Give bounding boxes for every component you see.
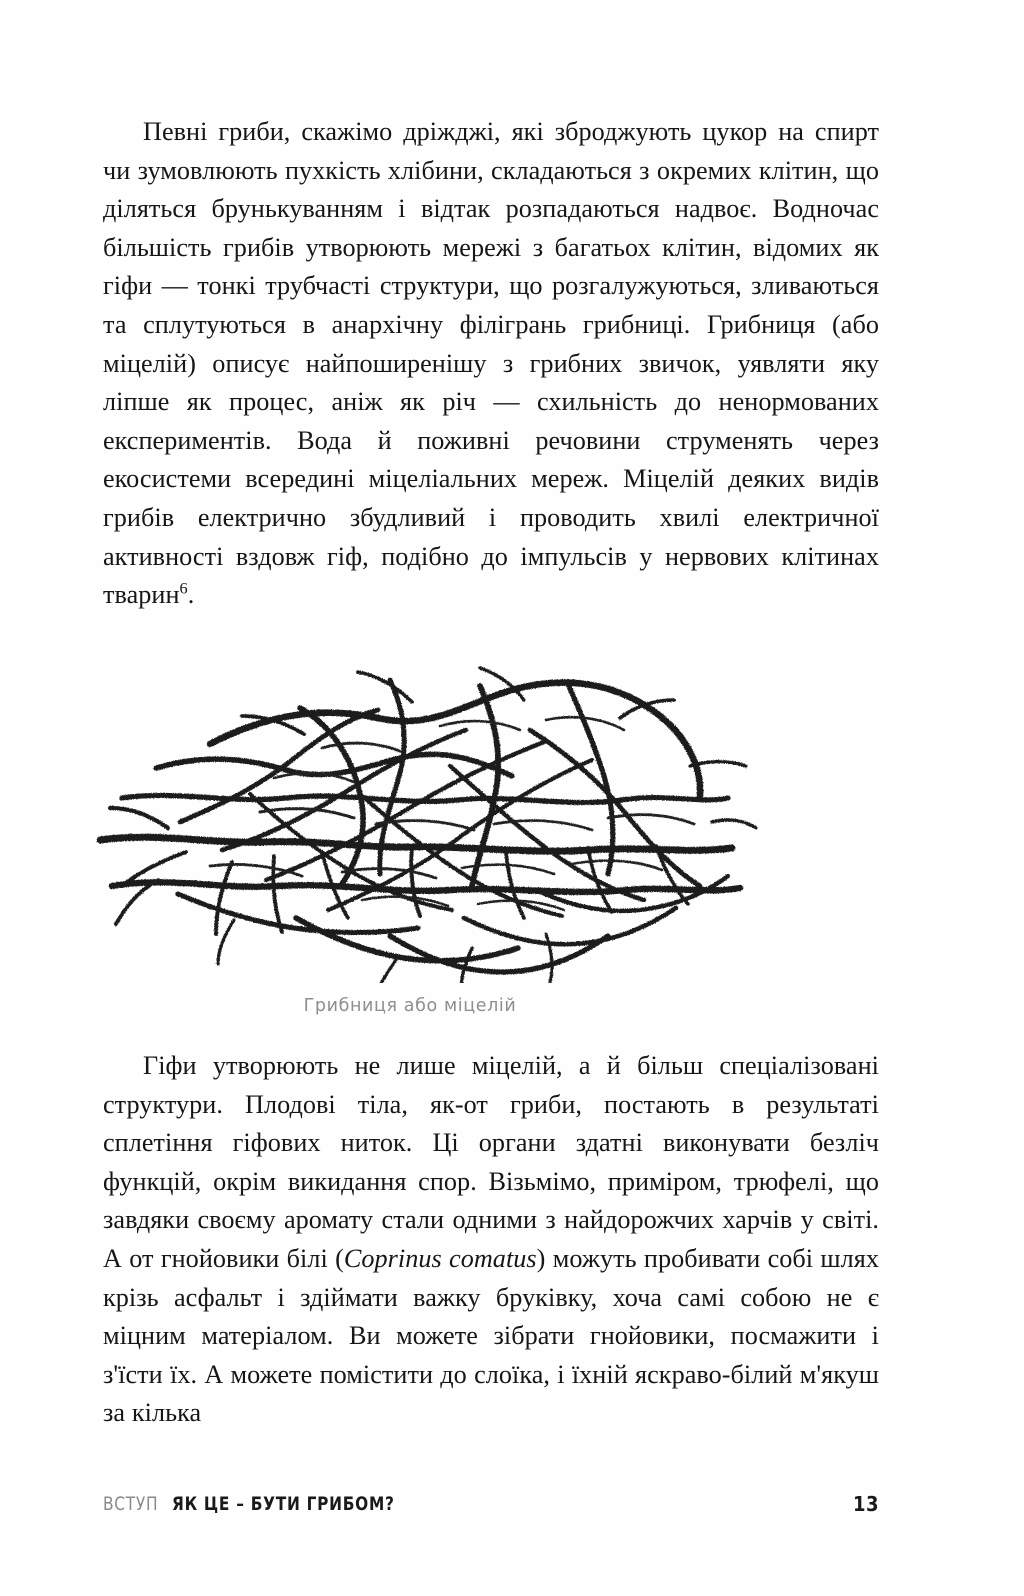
footer-chapter-label: ЯК ЦЕ – БУТИ ГРИБОМ? (172, 1493, 396, 1515)
page-footer (103, 1489, 879, 1519)
paragraph-second-lead: Гіфи утворюють не лише міцелій, а й більш спеціалізовані структури. Плодові тіла, як-от гриби, постають в результаті сплетіння гіфових ниток. Ці органи здатні виконувати безліч функцій, окрім викидання спор. Візьмімо, приміром, трюфелі, що завдяки своєму аромату стали одними з найдорожчих харчів у світі. А от гнойовики білі ( (103, 1051, 879, 1273)
figure-caption: Грибниця або міцелій (303, 996, 517, 1016)
page-number: 13 (852, 1492, 879, 1516)
footer-running-head (103, 1493, 420, 1515)
paragraph-first-text: Певні гриби, скажімо дріжджі, які зброджують цукор на спирт чи зумовлюють пухкість хлібини, складаються з окремих клітин, що діляться брунькуванням і відтак розпадаються надвоє. Водночас більшість грибів утворюють мережі з багатьох клітин, відомих як гіфи — тонкі трубчасті структури, що розгалужуються, зливаються та сплутуються в анархічну філігрань грибниці. Грибниця (або міцелій) описує найпоширенішу з грибних звичок, уявляти яку ліпше як процес, аніж як річ — схильність до ненормованих експериментів. Вода й поживні речовини струменять через екосистеми всередині міцеліальних мереж. Міцелій деяких видів грибів електрично збудливий і проводить хвилі електричної активності вздовж гіф, подібно до імпульсів у нервових клітинах тварин (103, 117, 879, 610)
latin-species-name: Coprinus comatus (343, 1243, 537, 1273)
paragraph-second (103, 1047, 879, 1433)
figure-mycelium (60, 618, 760, 1038)
mycelium-illustration (60, 618, 760, 983)
paragraph-first (103, 113, 879, 615)
paragraph-second-tail: ) можуть пробивати собі шлях крізь асфальт і здіймати важку бруківку, хоча самі собою не є міцним матеріалом. Ви можете зібрати гнойовики, посмажити і з'їсти їх. А можете помістити до слоїка, і їхній яскраво-білий м'якуш за кілька (103, 1243, 879, 1428)
footer-section-label: ВСТУП (103, 1493, 159, 1515)
paragraph-first-trailing: . (187, 580, 195, 610)
footnote-marker-6: 6 (179, 579, 188, 598)
